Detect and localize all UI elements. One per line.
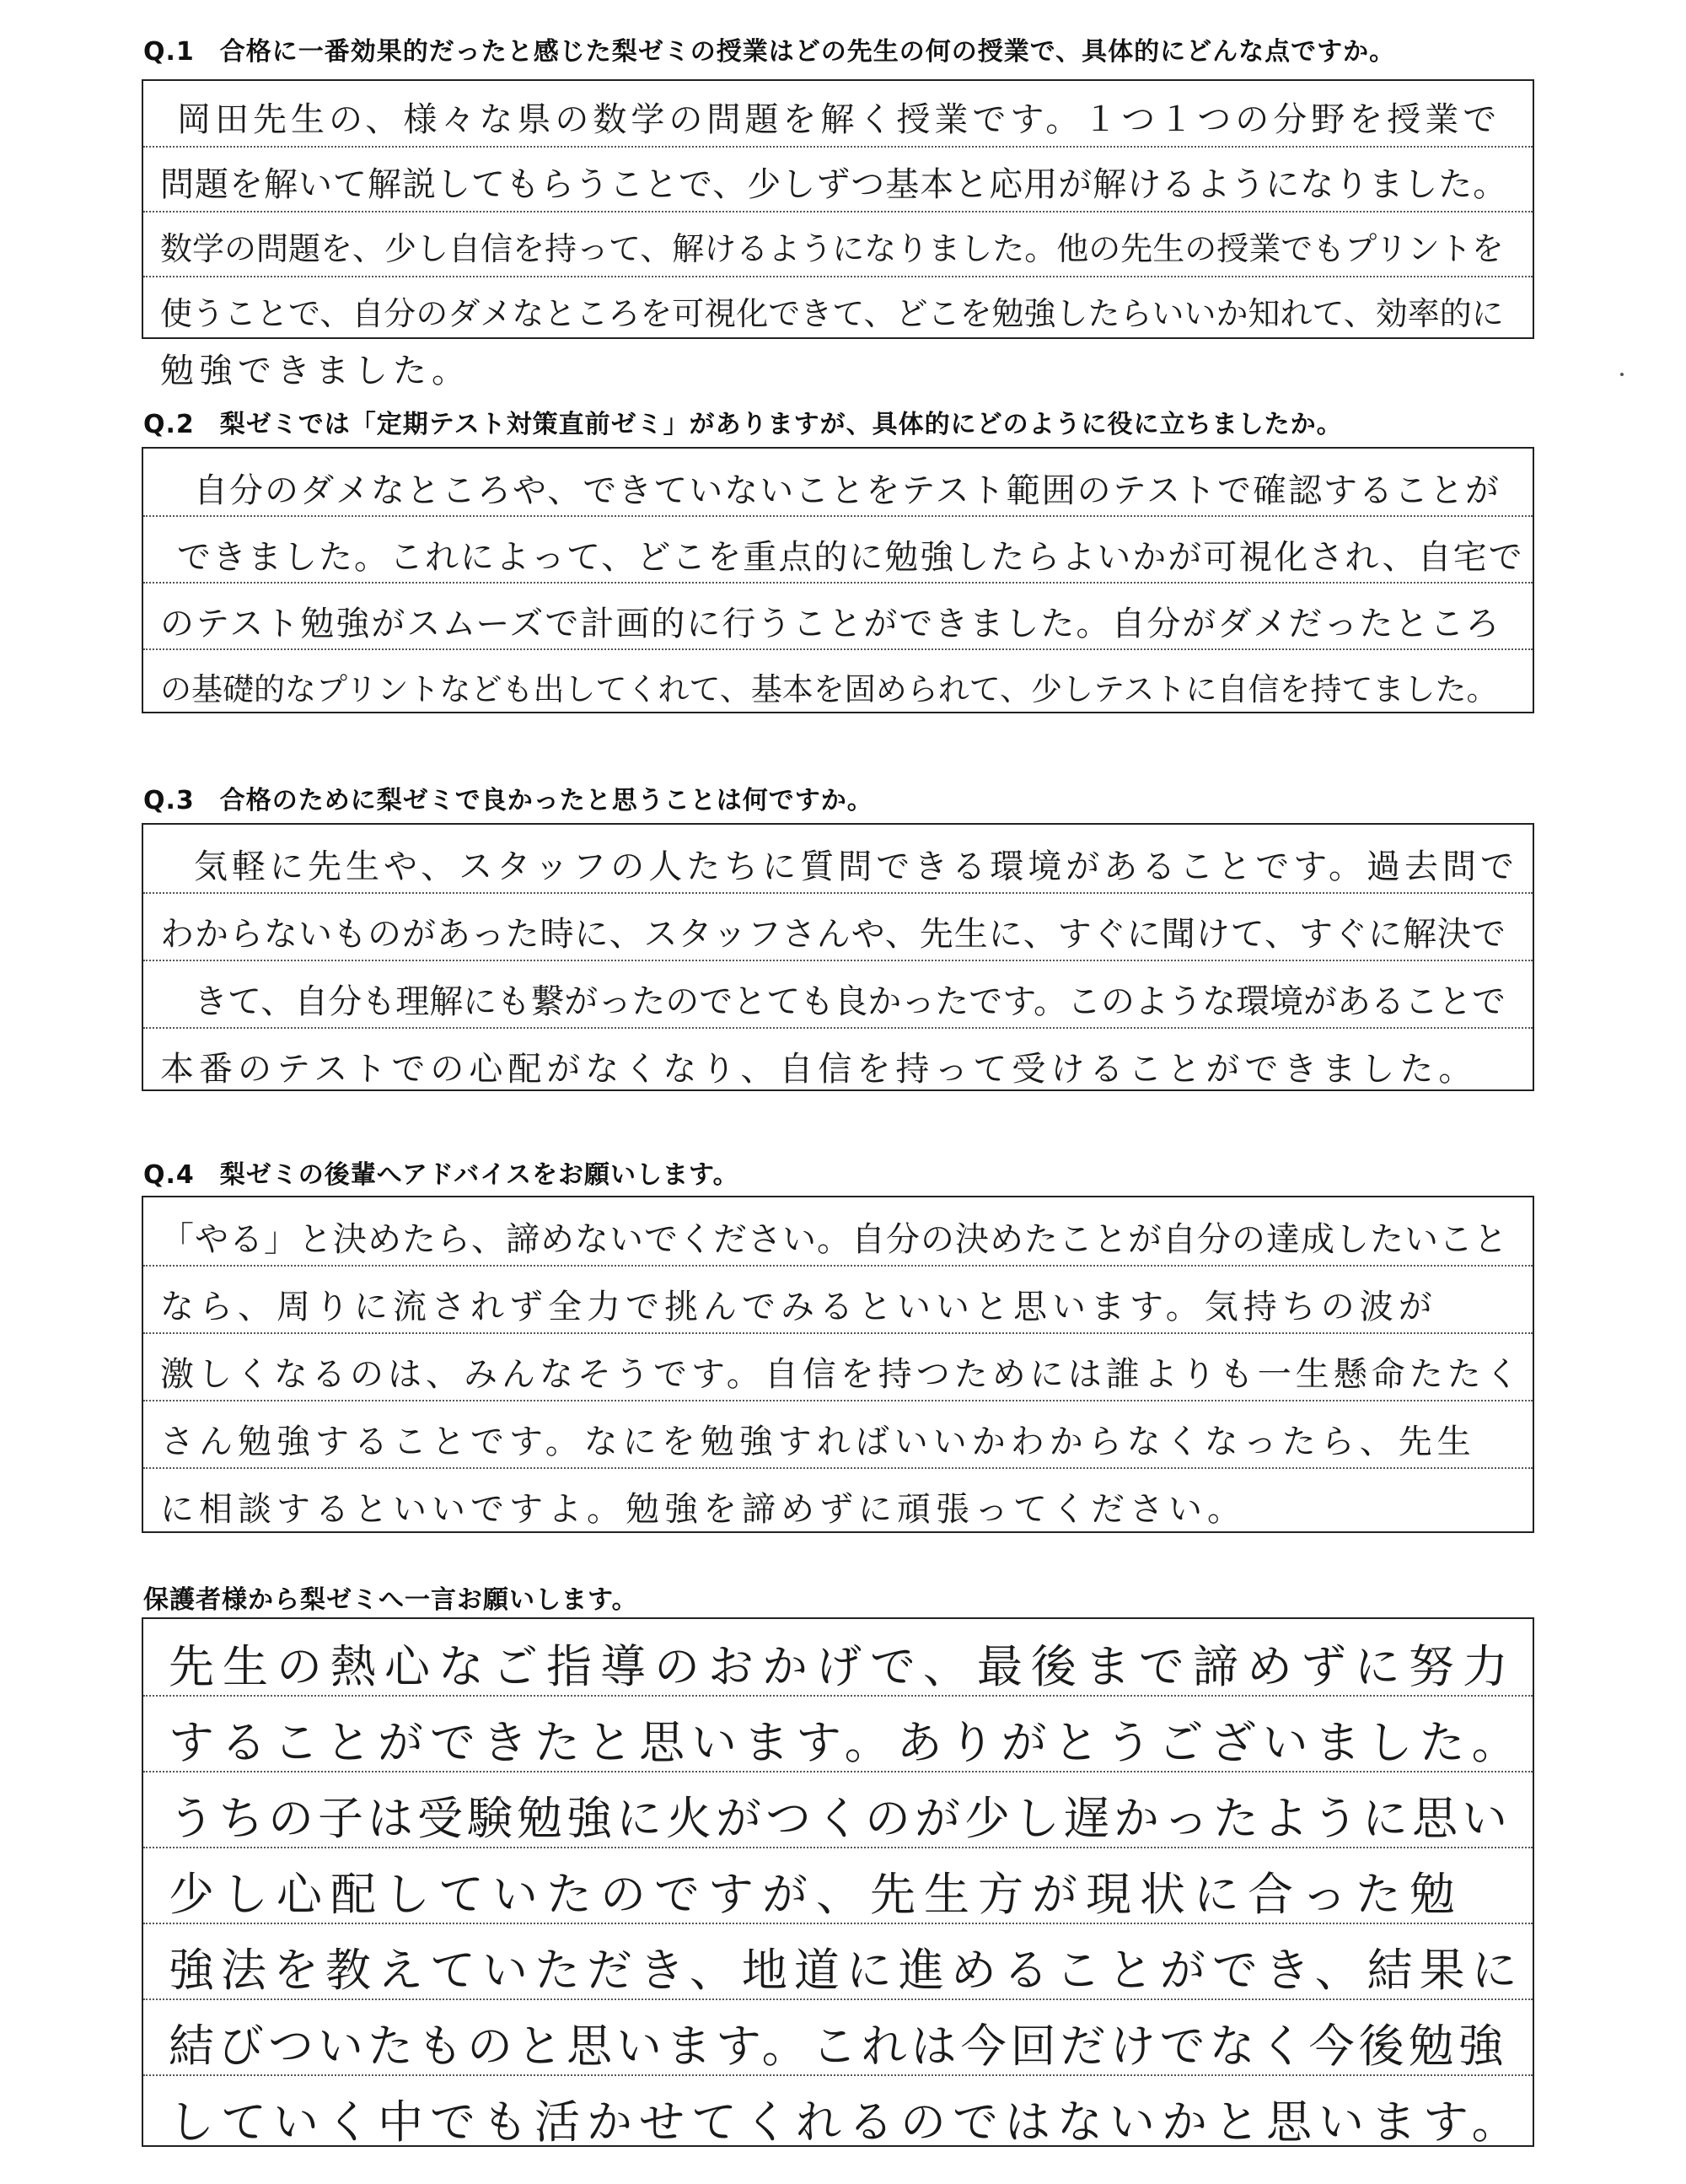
q4-answer-box <box>142 1196 1534 1533</box>
q4-answer-line: なら、周りに流されず全力で挑んでみるといいと思います。気持ちの波が <box>160 1288 1437 1326</box>
parent-answer-line: していく中でも活かせてくれるのではないかと思います。 <box>169 2095 1524 2149</box>
q3-rule <box>143 892 1533 894</box>
q2-answer-box <box>142 447 1534 713</box>
q2-answer-line: の基礎的なプリントなども出してくれて、基本を固められて、少しテストに自信を持てました。 <box>160 671 1498 707</box>
q3-rule <box>143 1027 1533 1029</box>
q4-rule <box>143 1400 1533 1401</box>
q3-answer-line: きて、自分も理解にも繋がったのでとても良かったです。このような環境があることで <box>194 982 1506 1021</box>
parent-answer-line: うちの子は受験勉強に火がつくのが少し遅かったように思い <box>169 1792 1511 1845</box>
parent-answer-line: することができたと思います。ありがとうございました。 <box>169 1716 1524 1769</box>
q2-title <box>143 403 1343 440</box>
q3-number: Q.3 <box>143 786 195 815</box>
q1-answer-line: 岡田先生の、様々な県の数学の問題を解く授業です。１つ１つの分野を授業で <box>177 100 1501 139</box>
q1-question: 合格に一番効果的だったと感じた梨ゼミの授業はどの先生の何の授業で、具体的にどんな点ですか。 <box>219 37 1396 67</box>
q1-title <box>143 30 1395 67</box>
parent-answer-box <box>142 1617 1534 2147</box>
q3-answer-line: 気軽に先生や、スタッフの人たちに質問できる環境があることです。過去問で <box>194 847 1518 886</box>
q4-rule <box>143 1467 1533 1469</box>
q3-answer-line: わからないものがあった時に、スタッフさんや、先生に、すぐに聞けて、すぐに解決で <box>160 915 1506 954</box>
q2-rule <box>143 582 1533 584</box>
q4-title <box>143 1154 739 1191</box>
q1-answer-box <box>142 79 1534 339</box>
q3-answer-line: 本番のテストでの心配がなくなり、自信を持って受けることができました。 <box>160 1050 1478 1089</box>
q4-question: 梨ゼミの後輩へアドバイスをお願いします。 <box>219 1160 739 1190</box>
q4-rule <box>143 1265 1533 1267</box>
q1-answer-overflow: 勉強できました。 <box>160 352 470 390</box>
q4-answer-line: 激しくなるのは、みんなそうです。自信を持つためには誰よりも一生懸命たたく <box>160 1355 1523 1394</box>
q4-answer-line: さん勉強することです。なにを勉強すればいいかわからなくなったら、先生 <box>160 1423 1476 1461</box>
parent-question: 保護者様から梨ゼミへ一言お願いします。 <box>143 1585 638 1615</box>
q4-number: Q.4 <box>143 1160 195 1190</box>
q2-answer-line: 自分のダメなところや、できていないことをテスト範囲のテストで確認することが <box>194 471 1501 510</box>
speck <box>1620 373 1624 376</box>
parent-answer-line: 先生の熱心なご指導のおかげで、最後まで諦めずに努力 <box>169 1640 1517 1693</box>
q2-number: Q.2 <box>143 410 195 439</box>
q4-answer-line: に相談するといいですよ。勉強を諦めずに頑張ってください。 <box>160 1490 1246 1529</box>
parent-answer-line: 結びついたものと思います。これは今回だけでなく今後勉強 <box>169 2020 1508 2073</box>
q3-question: 合格のために梨ゼミで良かったと思うことは何ですか。 <box>219 786 873 815</box>
q1-rule <box>143 211 1533 212</box>
q1-answer-line: 数学の問題を、少し自信を持って、解けるようになりました。他の先生の授業でもプリントを <box>160 230 1504 267</box>
q4-answer-line: 「やる」と決めたら、諦めないでください。自分の決めたことが自分の達成したいこと <box>160 1220 1508 1259</box>
parent-title <box>143 1579 638 1616</box>
q2-rule <box>143 515 1533 517</box>
q3-answer-box <box>142 823 1534 1091</box>
q2-answer-line: のテスト勉強がスムーズで計画的に行うことができました。自分がダメだったところ <box>160 605 1501 643</box>
q1-rule <box>143 276 1533 277</box>
q1-number: Q.1 <box>143 37 195 67</box>
q3-rule <box>143 960 1533 961</box>
parent-answer-line: 少し心配していたのですが、先生方が現状に合った勉 <box>169 1868 1463 1921</box>
q2-question: 梨ゼミでは「定期テスト対策直前ゼミ」がありますが、具体的にどのように役に立ちましたか。 <box>219 410 1343 439</box>
q4-rule <box>143 1332 1533 1334</box>
q3-title <box>143 779 873 816</box>
q2-rule <box>143 648 1533 650</box>
q1-answer-line: 使うことで、自分のダメなところを可視化できて、どこを勉強したらいいか知れて、効率的に <box>160 295 1504 332</box>
q2-answer-line: できました。これによって、どこを重点的に勉強したらよいかが可視化され、自宅で <box>177 538 1524 577</box>
q1-rule <box>143 146 1533 148</box>
q1-answer-line: 問題を解いて解説してもらうことで、少しずつ基本と応用が解けるようになりました。 <box>160 165 1508 204</box>
parent-answer-line: 強法を教えていただき、地道に進めることができ、結果に <box>169 1944 1524 1997</box>
